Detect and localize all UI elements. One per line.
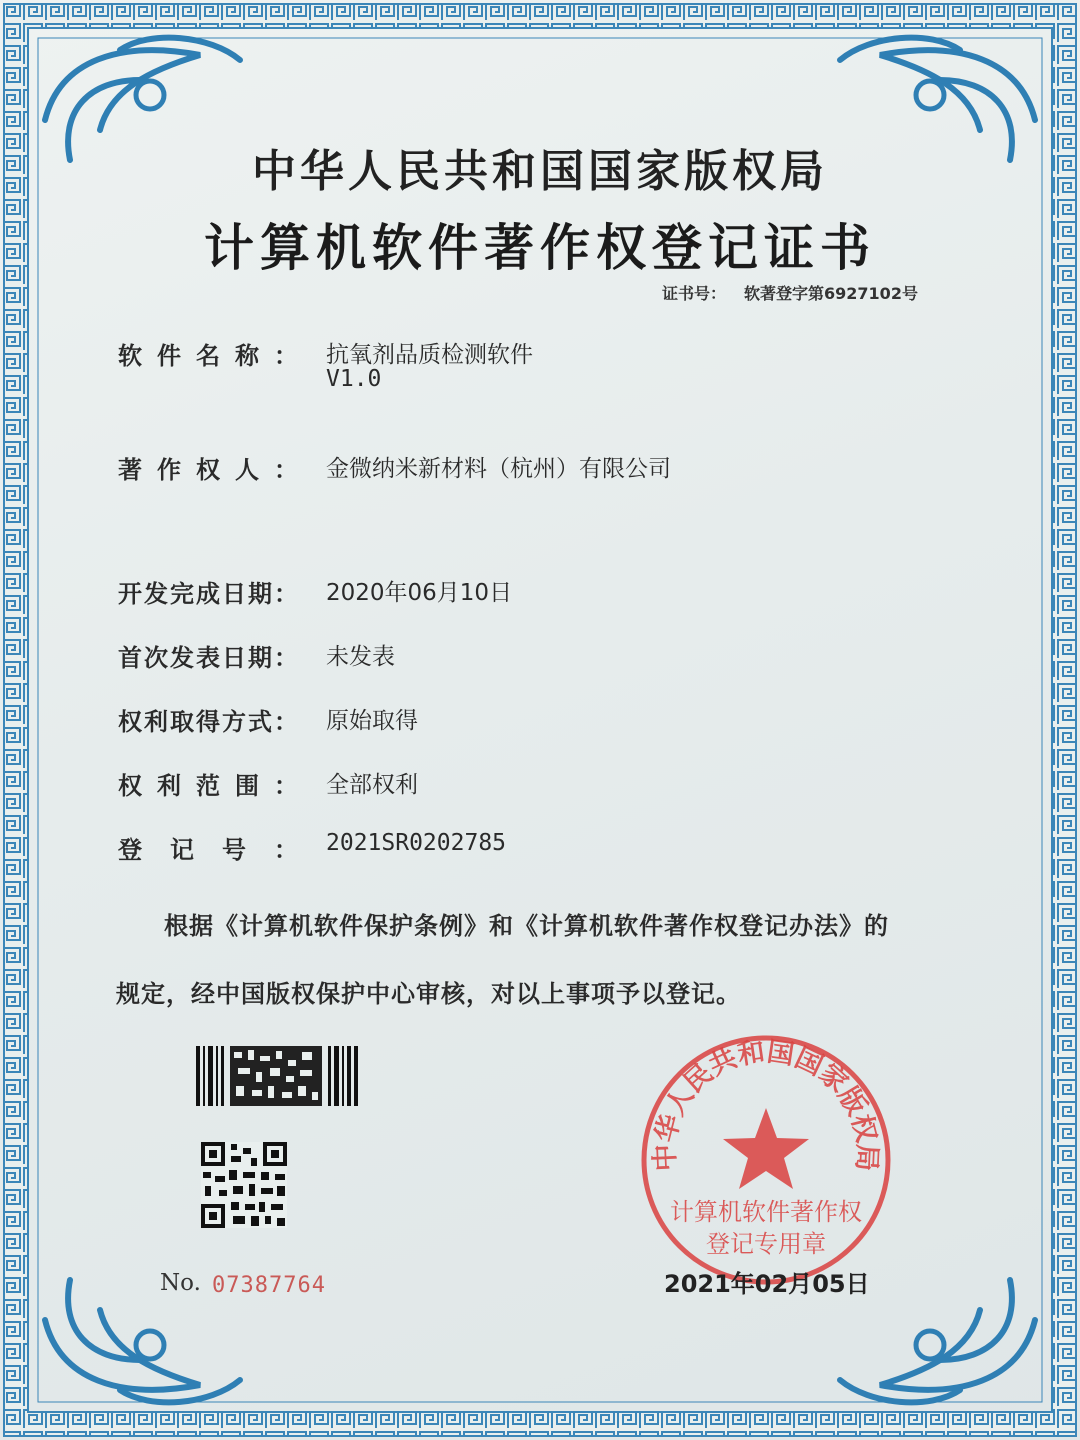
scope-of-rights-value: 全部权利 xyxy=(326,772,418,798)
registration-number-label: 登记号： xyxy=(118,836,298,864)
statement-line-2: 规定，经中国版权保护中心审核，对以上事项予以登记。 xyxy=(116,980,741,1008)
serial-number-label: No. xyxy=(160,1270,201,1296)
seal-arc-text: 中华人民共和国国家版权局 xyxy=(649,1036,883,1172)
serial-number-value: 07387764 xyxy=(212,1273,326,1298)
registration-number-value: 2021SR0202785 xyxy=(326,830,507,856)
certificate-number-value: 软著登字第6927102号 xyxy=(744,284,918,303)
copyright-owner-value: 金微纳米新材料（杭州）有限公司 xyxy=(326,456,671,482)
software-name-label: 软件名称： xyxy=(118,342,298,370)
acquisition-method-label: 权利取得方式： xyxy=(118,708,298,736)
seal-line-1: 计算机软件著作权 xyxy=(670,1198,862,1226)
official-seal xyxy=(636,1030,896,1290)
completion-date-label: 开发完成日期： xyxy=(118,580,298,608)
software-version: V1.0 xyxy=(326,366,382,392)
issuing-authority: 中华人民共和国国家版权局 xyxy=(252,146,828,197)
scope-of-rights-label: 权利范围： xyxy=(118,772,298,800)
first-publication-value: 未发表 xyxy=(326,644,395,670)
issue-date: 2021年02月05日 xyxy=(664,1270,870,1298)
completion-date-value: 2020年06月10日 xyxy=(326,580,513,606)
seal-star-icon xyxy=(723,1108,809,1189)
acquisition-method-value: 原始取得 xyxy=(326,708,418,734)
software-name-value: 抗氧剂品质检测软件 xyxy=(326,342,533,368)
corner-ornament-bottom-left xyxy=(45,1280,240,1402)
first-publication-label: 首次发表日期： xyxy=(118,644,298,672)
certificate-number-label: 证书号： xyxy=(662,284,727,303)
copyright-owner-label: 著作权人： xyxy=(118,456,298,484)
qr-code xyxy=(201,1142,287,1228)
certificate-number xyxy=(662,281,918,304)
seal-line-2: 登记专用章 xyxy=(706,1230,826,1258)
barcode xyxy=(196,1046,358,1106)
statement-line-1: 根据《计算机软件保护条例》和《计算机软件著作权登记办法》的 xyxy=(164,912,889,940)
certificate-title: 计算机软件著作权登记证书 xyxy=(204,219,876,277)
